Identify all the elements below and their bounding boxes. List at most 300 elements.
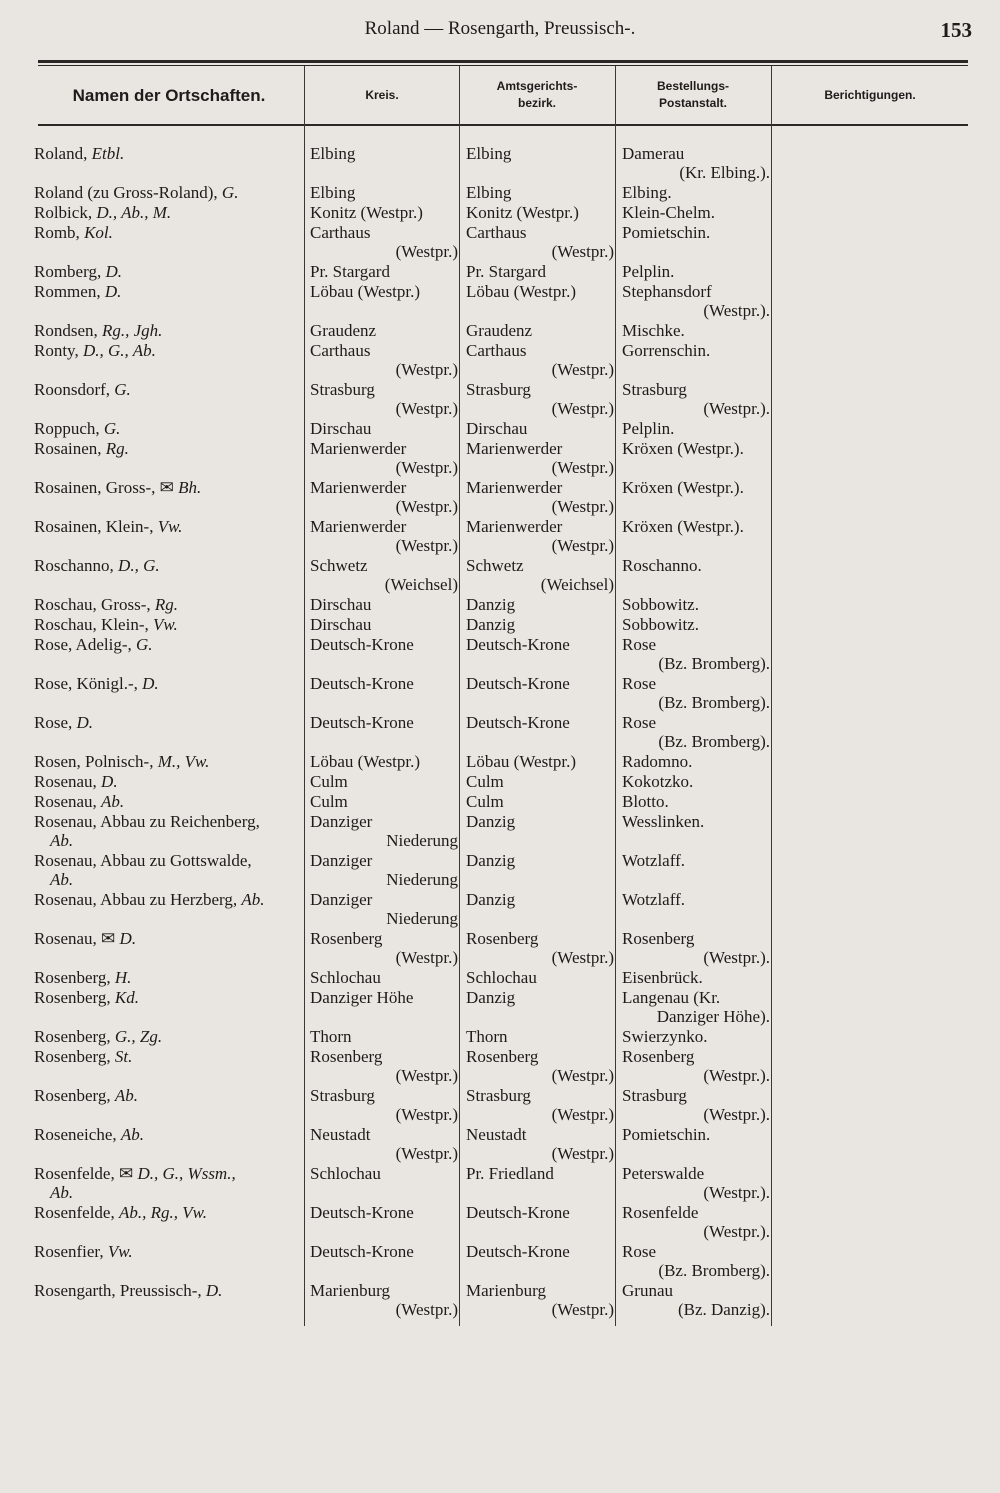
place-name-text: Romb, bbox=[34, 223, 85, 242]
place-name-line bbox=[34, 615, 302, 634]
place-name-text: Rosenau, Abbau zu Reichenberg, bbox=[34, 812, 260, 831]
amtsgericht-cell-line: (Westpr.) bbox=[551, 360, 614, 379]
amtsgericht-cell bbox=[466, 282, 614, 301]
place-name-line bbox=[34, 1086, 302, 1105]
amtsgericht-cell bbox=[466, 752, 614, 771]
amtsgericht-cell bbox=[466, 1086, 614, 1124]
postanstalt-cell-line: Stephansdorf bbox=[622, 282, 712, 301]
kreis-cell-line: Deutsch-Krone bbox=[310, 674, 414, 693]
running-head bbox=[0, 18, 1000, 44]
amtsgericht-cell bbox=[466, 595, 614, 614]
amtsgericht-cell bbox=[466, 772, 614, 791]
place-name-text: Rosen, Polnisch-, bbox=[34, 752, 158, 771]
kreis-cell-line: Deutsch-Krone bbox=[310, 1203, 414, 1222]
place-name-text: Rosainen, bbox=[34, 439, 106, 458]
place-name-text: Rondsen, bbox=[34, 321, 102, 340]
amtsgericht-cell-line: (Westpr.) bbox=[551, 1300, 614, 1319]
place-name-line bbox=[34, 517, 302, 536]
place-name-line bbox=[34, 890, 302, 909]
place-type-abbrev: Ab. bbox=[120, 1125, 144, 1144]
table-row bbox=[0, 812, 1000, 850]
place-name-text: Roschanno, bbox=[34, 556, 119, 575]
kreis-cell-line: Marienburg bbox=[310, 1281, 390, 1300]
table-row bbox=[0, 1047, 1000, 1085]
place-name-line bbox=[34, 556, 302, 575]
amtsgericht-cell bbox=[466, 988, 614, 1007]
place-name-text: Romberg, bbox=[34, 262, 106, 281]
place-name-line bbox=[34, 439, 302, 458]
kreis-cell-line: Danziger bbox=[310, 812, 373, 831]
place-type-abbrev: Vw. bbox=[157, 517, 183, 536]
postanstalt-cell-line: Sobbowitz. bbox=[622, 595, 699, 614]
post-line-2: Postanstalt. bbox=[658, 96, 727, 110]
amtsgericht-cell-line: Carthaus bbox=[466, 223, 527, 242]
amtsgericht-cell-line: Danzig bbox=[466, 851, 516, 870]
postanstalt-cell bbox=[622, 419, 770, 438]
place-name bbox=[34, 321, 302, 340]
place-name-line bbox=[34, 144, 302, 163]
kreis-cell bbox=[310, 595, 458, 614]
postanstalt-cell-line: Rose bbox=[622, 713, 656, 732]
amtsgericht-cell-line: Deutsch-Krone bbox=[466, 635, 570, 654]
postanstalt-cell bbox=[622, 713, 770, 751]
place-name-text: Rosenberg, bbox=[34, 1027, 115, 1046]
place-type-abbrev: D. bbox=[105, 262, 122, 281]
place-name bbox=[34, 203, 302, 222]
place-name-text: Rosengarth, Preussisch-, bbox=[34, 1281, 206, 1300]
amtsgericht-cell-line: (Weichsel) bbox=[540, 575, 614, 594]
amtsgericht-cell bbox=[466, 615, 614, 634]
place-name bbox=[34, 1125, 302, 1144]
kreis-cell-line: Graudenz bbox=[310, 321, 377, 340]
amts-line-2: bezirk. bbox=[517, 96, 556, 110]
postanstalt-cell bbox=[622, 1027, 770, 1046]
kreis-cell bbox=[310, 792, 458, 811]
place-type-abbrev: M., Vw. bbox=[157, 752, 210, 771]
amtsgericht-cell bbox=[466, 1164, 614, 1183]
kreis-cell bbox=[310, 1086, 458, 1124]
place-type-abbrev: Ab. bbox=[101, 792, 125, 811]
place-name-line bbox=[34, 203, 302, 222]
postanstalt-cell bbox=[622, 1164, 770, 1202]
kreis-cell bbox=[310, 851, 458, 889]
kreis-cell-line: Rosenberg bbox=[310, 1047, 383, 1066]
place-name bbox=[34, 713, 302, 732]
amtsgericht-cell-line: Rosenberg bbox=[466, 929, 539, 948]
postanstalt-cell-line: Danziger Höhe). bbox=[656, 1007, 770, 1026]
postanstalt-cell bbox=[622, 929, 770, 967]
kreis-cell-line: Schlochau bbox=[310, 968, 381, 987]
table-row bbox=[0, 321, 1000, 340]
postanstalt-cell-line: Mischke. bbox=[622, 321, 685, 340]
kreis-cell-line: Danziger bbox=[310, 851, 373, 870]
place-type-abbrev: Kd. bbox=[114, 988, 139, 1007]
table-row bbox=[0, 439, 1000, 477]
amtsgericht-cell-line: (Westpr.) bbox=[551, 1144, 614, 1163]
postanstalt-cell-line: Pomietschin. bbox=[622, 1125, 711, 1144]
place-name-text: Rosenberg, bbox=[34, 988, 115, 1007]
kreis-cell bbox=[310, 262, 458, 281]
kreis-cell-line: Deutsch-Krone bbox=[310, 713, 414, 732]
kreis-cell-line: (Westpr.) bbox=[395, 1144, 458, 1163]
place-type-abbrev: Etbl. bbox=[91, 144, 125, 163]
amtsgericht-cell-line: Culm bbox=[466, 792, 504, 811]
kreis-cell-line: Danziger bbox=[310, 890, 373, 909]
amtsgericht-cell-line: Deutsch-Krone bbox=[466, 1242, 570, 1261]
column-header-postanstalt bbox=[616, 66, 770, 124]
postanstalt-cell bbox=[622, 792, 770, 811]
postanstalt-cell-line: Peterswalde bbox=[622, 1164, 705, 1183]
postanstalt-cell-line: Rosenberg bbox=[622, 929, 695, 948]
postanstalt-cell bbox=[622, 1047, 770, 1085]
amtsgericht-cell-line: Danzig bbox=[466, 988, 516, 1007]
place-type bbox=[34, 870, 302, 889]
postanstalt-cell-line: Swierzynko. bbox=[622, 1027, 708, 1046]
column-header-kreis: Kreis. bbox=[365, 87, 399, 102]
table-row bbox=[0, 282, 1000, 320]
kreis-cell bbox=[310, 1242, 458, 1261]
place-type-abbrev: Ab. bbox=[50, 1183, 74, 1202]
table-row bbox=[0, 752, 1000, 771]
postanstalt-cell-line: Grunau bbox=[622, 1281, 673, 1300]
postanstalt-cell bbox=[622, 341, 770, 360]
place-type-abbrev: D. bbox=[76, 713, 94, 732]
amtsgericht-cell bbox=[466, 812, 614, 831]
place-type-abbrev: Vw. bbox=[152, 615, 178, 634]
place-name-text: Roschau, Klein-, bbox=[34, 615, 153, 634]
place-name bbox=[34, 595, 302, 614]
kreis-cell bbox=[310, 1027, 458, 1046]
place-name-line bbox=[34, 1242, 302, 1261]
postanstalt-cell-line: Rosenberg bbox=[622, 1047, 695, 1066]
table-row bbox=[0, 1125, 1000, 1163]
place-name-line bbox=[34, 929, 302, 948]
place-name bbox=[34, 183, 302, 202]
place-name-line bbox=[34, 380, 302, 399]
amtsgericht-cell-line: (Westpr.) bbox=[551, 948, 614, 967]
postanstalt-cell-line: Klein-Chelm. bbox=[622, 203, 716, 222]
kreis-cell bbox=[310, 380, 458, 418]
header-rule-thick bbox=[38, 60, 968, 63]
amtsgericht-cell-line: Thorn bbox=[466, 1027, 508, 1046]
place-name-line bbox=[34, 595, 302, 614]
table-row bbox=[0, 1242, 1000, 1280]
place-type-abbrev: Rg., Jgh. bbox=[102, 321, 163, 340]
amtsgericht-cell-line: Deutsch-Krone bbox=[466, 713, 570, 732]
kreis-cell-line: (Westpr.) bbox=[395, 948, 458, 967]
column-header-name: Namen der Ortschaften. bbox=[72, 85, 266, 105]
amtsgericht-cell bbox=[466, 929, 614, 967]
place-type-abbrev: St. bbox=[114, 1047, 133, 1066]
table-row bbox=[0, 341, 1000, 379]
place-name-text: Rosenau, Abbau zu Herzberg, bbox=[34, 890, 242, 909]
table-row bbox=[0, 419, 1000, 438]
amtsgericht-cell-line: Konitz (Westpr.) bbox=[466, 203, 579, 222]
postanstalt-cell-line: Pelplin. bbox=[622, 262, 675, 281]
kreis-cell bbox=[310, 635, 458, 654]
postanstalt-cell bbox=[622, 595, 770, 614]
amtsgericht-cell-line: (Westpr.) bbox=[551, 242, 614, 261]
postanstalt-cell bbox=[622, 812, 770, 831]
place-name-line bbox=[34, 752, 302, 771]
place-name bbox=[34, 262, 302, 281]
amtsgericht-cell bbox=[466, 223, 614, 261]
postanstalt-cell bbox=[622, 380, 770, 418]
postanstalt-cell bbox=[622, 223, 770, 242]
place-name bbox=[34, 615, 302, 634]
kreis-cell-line: Konitz (Westpr.) bbox=[310, 203, 423, 222]
postanstalt-cell-line: Kokotzko. bbox=[622, 772, 694, 791]
place-name bbox=[34, 812, 302, 850]
postanstalt-cell-line: Langenau (Kr. bbox=[622, 988, 721, 1007]
kreis-cell-line: Elbing bbox=[310, 183, 356, 202]
place-name bbox=[34, 929, 302, 948]
place-name bbox=[34, 1164, 302, 1202]
postanstalt-cell-line: Rose bbox=[622, 635, 656, 654]
place-name bbox=[34, 1203, 302, 1222]
amtsgericht-cell bbox=[466, 1027, 614, 1046]
table-row bbox=[0, 1281, 1000, 1319]
amtsgericht-cell bbox=[466, 144, 614, 163]
amtsgericht-cell-line: Carthaus bbox=[466, 341, 527, 360]
amtsgericht-cell bbox=[466, 321, 614, 340]
postanstalt-cell bbox=[622, 1086, 770, 1124]
place-type-abbrev: D. bbox=[142, 674, 159, 693]
place-name-text: Roseneiche, bbox=[34, 1125, 121, 1144]
amtsgericht-cell-line: Pr. Friedland bbox=[466, 1164, 554, 1183]
kreis-cell-line: Niederung bbox=[386, 831, 458, 850]
table-row bbox=[0, 262, 1000, 281]
amts-line-1: Amtsgerichts- bbox=[496, 79, 578, 93]
kreis-cell-line: (Westpr.) bbox=[395, 399, 458, 418]
place-name-text: Rose, Königl.-, bbox=[34, 674, 143, 693]
kreis-cell bbox=[310, 1164, 458, 1183]
place-name-text: Rommen, bbox=[34, 282, 105, 301]
kreis-cell bbox=[310, 929, 458, 967]
amtsgericht-cell bbox=[466, 792, 614, 811]
amtsgericht-cell-line: Schwetz bbox=[466, 556, 524, 575]
kreis-cell-line: Deutsch-Krone bbox=[310, 635, 414, 654]
postanstalt-cell-line: (Westpr.). bbox=[703, 301, 770, 320]
place-type-abbrev: Ab. bbox=[50, 870, 74, 889]
amtsgericht-cell bbox=[466, 419, 614, 438]
kreis-cell bbox=[310, 556, 458, 594]
postanstalt-cell-line: Rose bbox=[622, 674, 656, 693]
place-name-line bbox=[34, 1203, 302, 1222]
column-header-amtsgerichtsbezirk bbox=[460, 66, 614, 124]
postanstalt-cell-line: (Bz. Bromberg). bbox=[658, 693, 770, 712]
amtsgericht-cell bbox=[466, 556, 614, 594]
amtsgericht-cell-line: (Westpr.) bbox=[551, 497, 614, 516]
kreis-cell-line: (Westpr.) bbox=[395, 360, 458, 379]
amtsgericht-cell-line: Danzig bbox=[466, 812, 516, 831]
place-name bbox=[34, 1242, 302, 1261]
postanstalt-cell-line: Radomno. bbox=[622, 752, 693, 771]
place-type-abbrev: Bh. bbox=[178, 478, 202, 497]
amtsgericht-cell bbox=[466, 262, 614, 281]
table-row bbox=[0, 988, 1000, 1026]
postanstalt-cell bbox=[622, 282, 770, 320]
place-name-text: Ronty, bbox=[34, 341, 83, 360]
amtsgericht-cell bbox=[466, 1281, 614, 1319]
amtsgericht-cell-line: Deutsch-Krone bbox=[466, 1203, 570, 1222]
place-type-abbrev: G. bbox=[103, 419, 121, 438]
place-name bbox=[34, 890, 302, 909]
postanstalt-cell-line: Wesslinken. bbox=[622, 812, 705, 831]
postanstalt-cell-line: Gorrenschin. bbox=[622, 341, 711, 360]
kreis-cell-line: (Westpr.) bbox=[395, 1300, 458, 1319]
amtsgericht-cell-line: Neustadt bbox=[466, 1125, 527, 1144]
postanstalt-cell bbox=[622, 1203, 770, 1241]
place-type-abbrev: Ab., Rg., Vw. bbox=[118, 1203, 207, 1222]
amtsgericht-cell-line: Danzig bbox=[466, 615, 516, 634]
place-name-text: Rolbick, bbox=[34, 203, 97, 222]
amtsgericht-cell-line: (Westpr.) bbox=[551, 458, 614, 477]
amtsgericht-cell-line: Marienburg bbox=[466, 1281, 546, 1300]
kreis-cell bbox=[310, 419, 458, 438]
amtsgericht-cell bbox=[466, 203, 614, 222]
kreis-cell bbox=[310, 890, 458, 928]
postanstalt-cell-line: (Westpr.). bbox=[703, 948, 770, 967]
amtsgericht-cell-line: Strasburg bbox=[466, 380, 531, 399]
amtsgericht-cell-line: Elbing bbox=[466, 183, 512, 202]
place-type-abbrev: D. bbox=[101, 772, 118, 791]
amtsgericht-cell bbox=[466, 183, 614, 202]
amtsgericht-cell bbox=[466, 674, 614, 693]
kreis-cell-line: (Westpr.) bbox=[395, 497, 458, 516]
place-type-abbrev: Rg. bbox=[105, 439, 129, 458]
kreis-cell-line: Dirschau bbox=[310, 595, 372, 614]
place-name bbox=[34, 772, 302, 791]
amtsgericht-cell-line: Dirschau bbox=[466, 419, 528, 438]
place-name bbox=[34, 380, 302, 399]
postanstalt-cell-line: (Westpr.). bbox=[703, 399, 770, 418]
postanstalt-cell-line: Rosenfelde bbox=[622, 1203, 699, 1222]
place-name-line bbox=[34, 223, 302, 242]
postanstalt-cell-line: Blotto. bbox=[622, 792, 669, 811]
place-name-line bbox=[34, 341, 302, 360]
place-name-text: Rosenberg, bbox=[34, 968, 115, 987]
place-name bbox=[34, 752, 302, 771]
place-name-line bbox=[34, 968, 302, 987]
place-name bbox=[34, 223, 302, 242]
postanstalt-cell bbox=[622, 615, 770, 634]
place-type bbox=[34, 831, 302, 850]
postanstalt-cell bbox=[622, 439, 770, 458]
place-name-text: Roppuch, bbox=[34, 419, 104, 438]
table-row bbox=[0, 478, 1000, 516]
table-row bbox=[0, 713, 1000, 751]
place-type-abbrev: Rg. bbox=[154, 595, 179, 614]
postanstalt-cell bbox=[622, 478, 770, 497]
postanstalt-cell bbox=[622, 988, 770, 1026]
table-row bbox=[0, 203, 1000, 222]
table-row bbox=[0, 1164, 1000, 1202]
postanstalt-cell bbox=[622, 203, 770, 222]
kreis-cell bbox=[310, 713, 458, 732]
postanstalt-cell bbox=[622, 752, 770, 771]
table-row bbox=[0, 968, 1000, 987]
kreis-cell bbox=[310, 812, 458, 850]
amtsgericht-cell-line: (Westpr.) bbox=[551, 399, 614, 418]
amtsgericht-cell-line: Marienwerder bbox=[466, 439, 563, 458]
place-name-line bbox=[34, 1164, 302, 1183]
amtsgericht-cell-line: Danzig bbox=[466, 595, 516, 614]
amtsgericht-cell-line: Löbau (Westpr.) bbox=[466, 752, 577, 771]
kreis-cell bbox=[310, 674, 458, 693]
amtsgericht-cell bbox=[466, 1125, 614, 1163]
running-title: Roland — Rosengarth, Preussisch-. bbox=[364, 18, 636, 39]
kreis-cell bbox=[310, 183, 458, 202]
kreis-cell-line: Strasburg bbox=[310, 1086, 375, 1105]
table-row bbox=[0, 890, 1000, 928]
place-type-abbrev: D. bbox=[104, 282, 122, 301]
kreis-cell-line: Elbing bbox=[310, 144, 356, 163]
amtsgericht-cell bbox=[466, 380, 614, 418]
postanstalt-cell-line: Wotzlaff. bbox=[622, 890, 685, 909]
place-name bbox=[34, 1086, 302, 1105]
kreis-cell bbox=[310, 439, 458, 477]
postanstalt-cell-line: Rose bbox=[622, 1242, 656, 1261]
kreis-cell-line: (Westpr.) bbox=[395, 1105, 458, 1124]
kreis-cell-line: Schlochau bbox=[310, 1164, 381, 1183]
postanstalt-cell bbox=[622, 1125, 770, 1144]
amtsgericht-cell-line: Strasburg bbox=[466, 1086, 531, 1105]
kreis-cell bbox=[310, 988, 458, 1007]
table-row bbox=[0, 595, 1000, 614]
place-name-text: Rose, Adelig-, bbox=[34, 635, 136, 654]
amtsgericht-cell-line: (Westpr.) bbox=[551, 1105, 614, 1124]
amtsgericht-cell bbox=[466, 439, 614, 477]
place-type-abbrev: D., Ab., M. bbox=[96, 203, 172, 222]
postanstalt-cell bbox=[622, 1281, 770, 1319]
kreis-cell bbox=[310, 517, 458, 555]
table-row bbox=[0, 772, 1000, 791]
place-name-line bbox=[34, 419, 302, 438]
postanstalt-cell-line: Pomietschin. bbox=[622, 223, 711, 242]
place-name-line bbox=[34, 478, 302, 497]
table-row bbox=[0, 380, 1000, 418]
kreis-cell bbox=[310, 968, 458, 987]
amtsgericht-cell bbox=[466, 851, 614, 870]
place-type-abbrev: D., G., Wssm., bbox=[137, 1164, 236, 1183]
amtsgericht-cell bbox=[466, 713, 614, 732]
amtsgericht-cell-line: Danzig bbox=[466, 890, 516, 909]
postanstalt-cell-line: Strasburg bbox=[622, 1086, 687, 1105]
place-name bbox=[34, 439, 302, 458]
table-row bbox=[0, 1086, 1000, 1124]
place-name-text: Rosenau, bbox=[34, 792, 102, 811]
header-rule-bottom bbox=[38, 124, 968, 126]
postanstalt-cell-line: Kröxen (Westpr.). bbox=[622, 517, 744, 536]
amtsgericht-cell-line: (Westpr.) bbox=[551, 1066, 614, 1085]
postanstalt-cell bbox=[622, 517, 770, 536]
amtsgericht-cell-line: Culm bbox=[466, 772, 504, 791]
kreis-cell-line: Marienwerder bbox=[310, 517, 407, 536]
postanstalt-cell-line: (Bz. Danzig). bbox=[677, 1300, 770, 1319]
kreis-cell bbox=[310, 1203, 458, 1222]
place-name-text: Rosenberg, bbox=[34, 1086, 115, 1105]
place-type-abbrev: Ab. bbox=[241, 890, 265, 909]
place-type-abbrev: G. bbox=[221, 183, 239, 202]
kreis-cell-line: Thorn bbox=[310, 1027, 352, 1046]
kreis-cell-line: Löbau (Westpr.) bbox=[310, 282, 421, 301]
place-name-text: Rosenberg, bbox=[34, 1047, 115, 1066]
kreis-cell bbox=[310, 321, 458, 340]
postanstalt-cell bbox=[622, 674, 770, 712]
place-name-text: Rosenau, ✉ bbox=[34, 929, 120, 948]
amtsgericht-cell bbox=[466, 1047, 614, 1085]
